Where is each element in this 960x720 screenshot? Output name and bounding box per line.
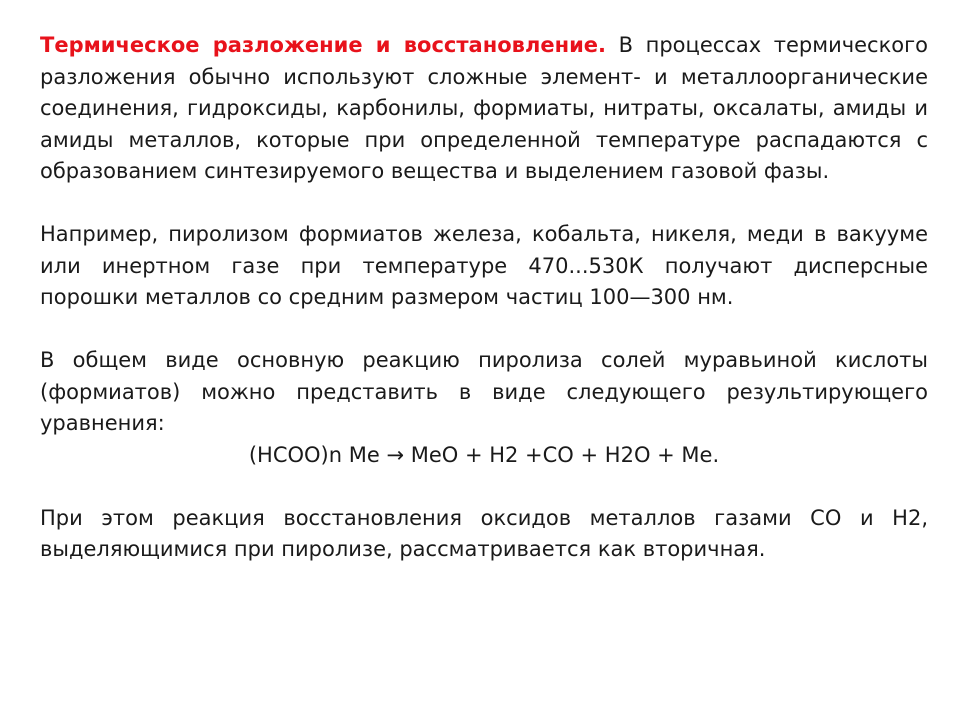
paragraph-text: В общем виде основную реакцию пиролиза солей муравьиной кислоты (формиатов) можно представить в виде следующего результирующего уравнения: — [40, 348, 928, 435]
paragraph-secondary-reaction — [40, 503, 928, 566]
paragraph-thermal-decomposition — [40, 30, 928, 188]
reaction-equation: (HCOO)n Me → MeO + H2 +CO + H2O + Me. — [248, 442, 720, 467]
slide-content — [40, 30, 928, 597]
section-heading: Термическое разложение и восстановление. — [40, 33, 607, 57]
paragraph-pyrolysis-example — [40, 219, 928, 314]
paragraph-text: В процессах термического разложения обычно используют сложные элемент- и металлоорганические соединения, гидроксиды, карбонилы, формиаты, нитраты, оксалаты, амиды и амиды металлов, которые при определенной температуре распадаются с образованием синтезируемого вещества и выделением газовой фазы. — [40, 33, 928, 183]
paragraph-general-reaction — [40, 345, 928, 471]
paragraph-text: При этом реакция восстановления оксидов металлов газами CO и H2, выделяющимися при пиролизе, рассматривается как вторичная. — [40, 505, 928, 561]
paragraph-text: Например, пиролизом формиатов железа, кобальта, никеля, меди в вакууме или инертном газе при температуре 470...530К получают дисперсные порошки металлов со средним размером частиц 100—300 нм. — [40, 222, 928, 309]
